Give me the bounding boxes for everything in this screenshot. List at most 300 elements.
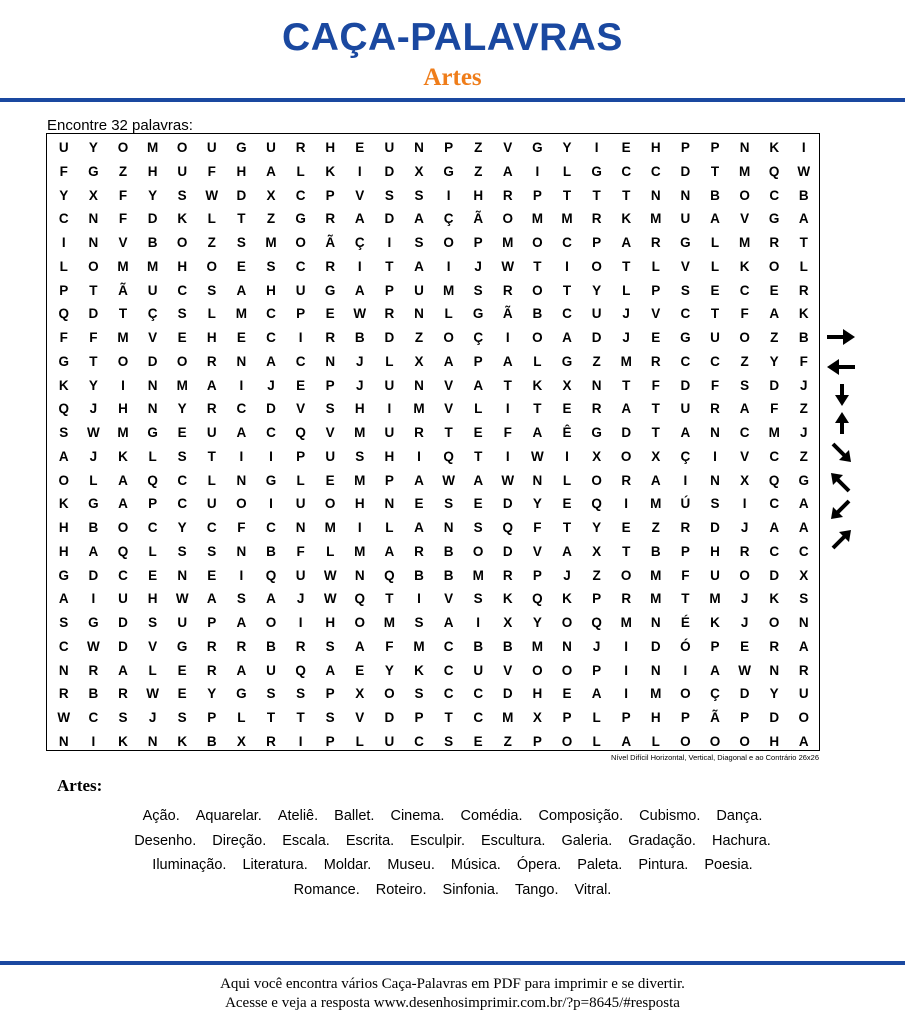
grid-cell[interactable]: W	[738, 662, 751, 678]
grid-cell[interactable]: S	[473, 591, 483, 607]
grid-cell[interactable]: Y	[88, 377, 98, 393]
grid-cell[interactable]: N	[650, 662, 661, 678]
grid-cell[interactable]: X	[414, 353, 424, 369]
grid-cell[interactable]: R	[739, 543, 750, 559]
grid-cell[interactable]: N	[354, 567, 365, 583]
grid-cell[interactable]: I	[239, 448, 244, 464]
grid-cell[interactable]: O	[236, 496, 247, 512]
grid-cell[interactable]: P	[296, 448, 306, 464]
grid-cell[interactable]: F	[770, 401, 779, 417]
grid-cell[interactable]: V	[740, 211, 750, 227]
grid-cell[interactable]: S	[325, 638, 335, 654]
grid-cell[interactable]: B	[88, 686, 99, 702]
grid-cell[interactable]: P	[680, 140, 690, 155]
grid-cell[interactable]: E	[562, 401, 572, 417]
grid-cell[interactable]: Z	[474, 140, 483, 155]
grid-cell[interactable]: R	[591, 211, 602, 227]
grid-cell[interactable]: Z	[474, 163, 483, 179]
grid-cell[interactable]: F	[681, 567, 690, 583]
grid-cell[interactable]: J	[622, 330, 630, 345]
grid-cell[interactable]: F	[503, 425, 512, 440]
grid-cell[interactable]: F	[237, 520, 246, 535]
grid-cell[interactable]: N	[58, 662, 69, 678]
grid-cell[interactable]: F	[118, 211, 128, 227]
grid-cell[interactable]: N	[414, 306, 424, 322]
grid-cell[interactable]: Z	[592, 567, 601, 583]
grid-cell[interactable]: L	[148, 448, 157, 464]
grid-cell[interactable]: S	[444, 733, 454, 749]
grid-cell[interactable]: C	[710, 353, 720, 369]
grid-cell[interactable]: U	[206, 496, 217, 512]
grid-cell[interactable]: G	[798, 472, 810, 488]
grid-cell[interactable]: L	[296, 472, 305, 488]
grid-cell[interactable]: M	[738, 235, 751, 250]
grid-cell[interactable]: L	[207, 211, 216, 227]
grid-cell[interactable]: O	[561, 615, 573, 630]
grid-cell[interactable]: T	[237, 211, 246, 227]
grid-cell[interactable]: I	[624, 496, 629, 512]
grid-cell[interactable]: A	[354, 638, 365, 654]
grid-cell[interactable]: C	[266, 425, 276, 440]
grid-cell[interactable]: K	[621, 211, 632, 227]
grid-cell[interactable]: P	[532, 733, 542, 749]
grid-cell[interactable]: O	[206, 258, 218, 274]
grid-cell[interactable]: V	[444, 591, 454, 607]
grid-cell[interactable]: Y	[592, 282, 602, 298]
grid-cell[interactable]: B	[266, 638, 276, 654]
grid-cell[interactable]: D	[384, 163, 395, 179]
grid-cell[interactable]: C	[177, 496, 188, 512]
grid-cell[interactable]: A	[710, 211, 720, 227]
grid-cell[interactable]: H	[354, 401, 365, 417]
grid-cell[interactable]: H	[177, 258, 188, 274]
grid-cell[interactable]: P	[207, 615, 217, 630]
grid-cell[interactable]: E	[769, 282, 779, 298]
grid-cell[interactable]: J	[592, 638, 601, 654]
grid-cell[interactable]: E	[296, 377, 306, 393]
grid-cell[interactable]: G	[88, 163, 99, 179]
grid-cell[interactable]: N	[88, 211, 99, 227]
grid-cell[interactable]: T	[385, 258, 394, 274]
grid-cell[interactable]: J	[563, 567, 571, 583]
grid-cell[interactable]: M	[413, 401, 425, 417]
grid-cell[interactable]: R	[325, 258, 336, 274]
grid-cell[interactable]: G	[88, 615, 99, 630]
grid-cell[interactable]: L	[710, 258, 720, 274]
grid-cell[interactable]: R	[236, 638, 247, 654]
grid-cell[interactable]: N	[798, 615, 809, 630]
grid-cell[interactable]: S	[384, 187, 394, 203]
grid-cell[interactable]: A	[414, 258, 424, 274]
grid-cell[interactable]: P	[384, 282, 394, 298]
grid-cell[interactable]: I	[505, 330, 510, 345]
grid-cell[interactable]: M	[738, 163, 751, 179]
grid-cell[interactable]: L	[148, 543, 157, 559]
grid-cell[interactable]: P	[384, 472, 394, 488]
grid-cell[interactable]: O	[739, 330, 750, 345]
grid-cell[interactable]: E	[473, 496, 483, 512]
grid-cell[interactable]: S	[207, 543, 217, 559]
grid-cell[interactable]: K	[769, 140, 780, 155]
grid-cell[interactable]: M	[531, 638, 544, 654]
grid-cell[interactable]: E	[621, 520, 631, 535]
grid-cell[interactable]: M	[709, 591, 721, 607]
grid-cell[interactable]: A	[502, 163, 513, 179]
grid-cell[interactable]: E	[562, 686, 572, 702]
grid-cell[interactable]: R	[591, 401, 602, 417]
grid-cell[interactable]: C	[562, 235, 572, 250]
grid-cell[interactable]: P	[592, 591, 602, 607]
grid-cell[interactable]: A	[591, 686, 602, 702]
grid-cell[interactable]: Ú	[680, 496, 691, 512]
grid-cell[interactable]: N	[325, 353, 336, 369]
grid-cell[interactable]: O	[354, 615, 366, 630]
grid-cell[interactable]: O	[591, 258, 602, 274]
grid-cell[interactable]: Q	[58, 306, 70, 322]
grid-cell[interactable]: T	[681, 591, 690, 607]
grid-cell[interactable]: F	[59, 330, 68, 345]
grid-cell[interactable]: T	[622, 543, 631, 559]
grid-cell[interactable]: P	[473, 353, 483, 369]
grid-cell[interactable]: S	[710, 496, 720, 512]
grid-cell[interactable]: J	[740, 591, 749, 607]
grid-cell[interactable]: W	[146, 686, 159, 702]
grid-cell[interactable]: I	[417, 591, 421, 607]
grid-cell[interactable]: S	[177, 710, 187, 725]
grid-cell[interactable]: K	[798, 306, 809, 322]
grid-cell[interactable]: S	[59, 615, 69, 630]
grid-cell[interactable]: V	[444, 401, 454, 417]
grid-cell[interactable]: Ã	[502, 306, 513, 322]
grid-cell[interactable]: R	[295, 140, 306, 155]
grid-cell[interactable]: A	[354, 282, 365, 298]
grid-cell[interactable]: L	[237, 710, 246, 725]
grid-cell[interactable]: S	[177, 543, 187, 559]
grid-cell[interactable]: I	[565, 258, 569, 274]
grid-cell[interactable]: C	[266, 330, 276, 345]
grid-cell[interactable]: P	[325, 686, 335, 702]
grid-cell[interactable]: O	[561, 662, 573, 678]
grid-cell[interactable]: M	[472, 567, 484, 583]
grid-cell[interactable]: M	[117, 425, 129, 440]
grid-cell[interactable]: K	[177, 733, 188, 749]
grid-cell[interactable]: G	[591, 425, 602, 440]
grid-cell[interactable]: M	[354, 472, 366, 488]
grid-cell[interactable]: O	[739, 187, 750, 203]
grid-cell[interactable]: Q	[384, 567, 395, 583]
grid-cell[interactable]: D	[88, 306, 99, 322]
grid-cell[interactable]: E	[710, 282, 720, 298]
grid-cell[interactable]: O	[324, 496, 336, 512]
grid-cell[interactable]: H	[147, 163, 158, 179]
grid-cell[interactable]: S	[296, 686, 306, 702]
grid-cell[interactable]: A	[710, 662, 720, 678]
grid-cell[interactable]: U	[384, 140, 395, 155]
grid-cell[interactable]: U	[798, 686, 809, 702]
grid-cell[interactable]: Y	[592, 520, 602, 535]
grid-cell[interactable]: C	[443, 686, 454, 702]
grid-cell[interactable]: E	[355, 140, 365, 155]
grid-cell[interactable]: I	[742, 496, 747, 512]
grid-cell[interactable]: H	[325, 615, 336, 630]
grid-cell[interactable]: A	[236, 425, 247, 440]
grid-cell[interactable]: S	[177, 187, 187, 203]
grid-cell[interactable]: M	[413, 638, 425, 654]
grid-cell[interactable]: T	[799, 235, 808, 250]
grid-cell[interactable]: I	[239, 567, 244, 583]
grid-cell[interactable]: N	[769, 662, 780, 678]
grid-cell[interactable]: K	[118, 448, 128, 464]
grid-cell[interactable]: T	[385, 591, 394, 607]
grid-cell[interactable]: U	[680, 211, 691, 227]
grid-cell[interactable]: U	[147, 282, 158, 298]
grid-cell[interactable]: M	[768, 425, 780, 440]
grid-cell[interactable]: Ç	[443, 211, 454, 227]
grid-cell[interactable]: O	[443, 235, 454, 250]
grid-cell[interactable]: X	[592, 448, 602, 464]
grid-cell[interactable]: W	[501, 472, 515, 488]
grid-cell[interactable]: P	[532, 187, 542, 203]
grid-cell[interactable]: R	[206, 662, 217, 678]
grid-cell[interactable]: L	[59, 258, 68, 274]
grid-cell[interactable]: S	[177, 306, 187, 322]
grid-cell[interactable]: W	[797, 163, 811, 179]
grid-cell[interactable]: R	[414, 425, 424, 440]
grid-cell[interactable]: S	[473, 520, 483, 535]
grid-cell[interactable]: D	[147, 211, 158, 227]
grid-cell[interactable]: N	[680, 187, 691, 203]
grid-cell[interactable]: D	[650, 638, 661, 654]
grid-cell[interactable]: O	[620, 567, 632, 583]
grid-cell[interactable]: D	[502, 543, 513, 559]
grid-cell[interactable]: H	[118, 401, 128, 417]
grid-cell[interactable]: L	[355, 733, 364, 749]
grid-cell[interactable]: S	[266, 686, 276, 702]
grid-cell[interactable]: P	[710, 140, 720, 155]
grid-cell[interactable]: C	[650, 163, 661, 179]
grid-cell[interactable]: A	[206, 377, 217, 393]
grid-cell[interactable]: A	[798, 733, 809, 749]
grid-cell[interactable]: D	[739, 686, 750, 702]
grid-cell[interactable]: A	[769, 520, 780, 535]
grid-cell[interactable]: A	[384, 543, 395, 559]
grid-cell[interactable]: C	[88, 710, 99, 725]
grid-cell[interactable]: C	[680, 353, 691, 369]
grid-cell[interactable]: D	[384, 330, 395, 345]
grid-cell[interactable]: E	[207, 567, 217, 583]
grid-cell[interactable]: U	[680, 401, 691, 417]
grid-cell[interactable]: R	[502, 187, 513, 203]
grid-cell[interactable]: Q	[591, 615, 602, 630]
grid-cell[interactable]: T	[651, 425, 660, 440]
grid-cell[interactable]: K	[739, 258, 750, 274]
grid-cell[interactable]: Z	[118, 163, 128, 179]
grid-cell[interactable]: A	[443, 353, 454, 369]
grid-cell[interactable]: A	[266, 353, 276, 369]
grid-cell[interactable]: A	[473, 472, 484, 488]
grid-cell[interactable]: U	[295, 496, 306, 512]
grid-cell[interactable]: S	[59, 425, 69, 440]
grid-cell[interactable]: I	[417, 448, 421, 464]
grid-cell[interactable]: D	[384, 211, 395, 227]
grid-cell[interactable]: O	[739, 733, 750, 749]
grid-cell[interactable]: L	[562, 472, 572, 488]
grid-cell[interactable]: Ç	[680, 448, 691, 464]
grid-cell[interactable]: A	[621, 733, 632, 749]
grid-cell[interactable]: S	[236, 591, 246, 607]
grid-cell[interactable]: D	[769, 567, 780, 583]
grid-cell[interactable]: Q	[354, 591, 366, 607]
grid-cell[interactable]: I	[476, 615, 481, 630]
grid-cell[interactable]: V	[296, 401, 306, 417]
grid-cell[interactable]: W	[57, 710, 71, 725]
grid-cell[interactable]: D	[769, 710, 780, 725]
grid-cell[interactable]: Q	[532, 591, 543, 607]
grid-cell[interactable]: R	[266, 733, 276, 749]
grid-cell[interactable]: L	[562, 163, 572, 179]
grid-cell[interactable]: T	[710, 163, 720, 179]
grid-cell[interactable]: N	[236, 353, 247, 369]
grid-cell[interactable]: B	[443, 543, 454, 559]
grid-cell[interactable]: G	[680, 235, 691, 250]
grid-cell[interactable]: O	[58, 472, 70, 488]
grid-cell[interactable]: I	[446, 258, 451, 274]
grid-cell[interactable]: B	[532, 306, 543, 322]
grid-cell[interactable]: N	[147, 733, 158, 749]
grid-cell[interactable]: Q	[443, 448, 454, 464]
grid-cell[interactable]: F	[296, 543, 305, 559]
grid-cell[interactable]: N	[710, 472, 720, 488]
grid-cell[interactable]: K	[769, 591, 780, 607]
grid-cell[interactable]: Y	[207, 686, 217, 702]
grid-cell[interactable]: J	[267, 377, 275, 393]
grid-cell[interactable]: F	[799, 353, 808, 369]
grid-cell[interactable]: T	[622, 187, 631, 203]
grid-cell[interactable]: V	[355, 187, 365, 203]
grid-cell[interactable]: O	[265, 615, 277, 630]
grid-cell[interactable]: Z	[503, 733, 512, 749]
grid-cell[interactable]: A	[680, 425, 691, 440]
grid-cell[interactable]: X	[355, 686, 365, 702]
grid-cell[interactable]: R	[621, 472, 632, 488]
grid-cell[interactable]: L	[207, 306, 216, 322]
grid-cell[interactable]: T	[207, 448, 216, 464]
grid-cell[interactable]: A	[414, 520, 424, 535]
grid-cell[interactable]: C	[798, 543, 809, 559]
grid-cell[interactable]: I	[624, 638, 629, 654]
grid-cell[interactable]: P	[296, 306, 306, 322]
grid-cell[interactable]: M	[650, 591, 662, 607]
grid-cell[interactable]: T	[503, 377, 512, 393]
grid-cell[interactable]: U	[473, 662, 484, 678]
grid-cell[interactable]: A	[354, 211, 365, 227]
grid-cell[interactable]: M	[354, 425, 366, 440]
grid-cell[interactable]: N	[414, 140, 424, 155]
grid-cell[interactable]: C	[236, 401, 247, 417]
grid-cell[interactable]: U	[414, 282, 424, 298]
grid-cell[interactable]: A	[266, 591, 276, 607]
grid-cell[interactable]: H	[473, 187, 484, 203]
grid-cell[interactable]: A	[532, 425, 543, 440]
grid-cell[interactable]: V	[355, 710, 365, 725]
grid-cell[interactable]: A	[798, 211, 809, 227]
grid-cell[interactable]: T	[266, 710, 276, 725]
grid-cell[interactable]: T	[622, 377, 631, 393]
grid-cell[interactable]: S	[473, 282, 483, 298]
grid-cell[interactable]: P	[473, 235, 483, 250]
grid-cell[interactable]: C	[58, 638, 69, 654]
grid-cell[interactable]: P	[740, 710, 750, 725]
grid-cell[interactable]: E	[236, 330, 246, 345]
grid-cell[interactable]: L	[622, 282, 631, 298]
grid-cell[interactable]: W	[501, 258, 515, 274]
grid-cell[interactable]: M	[146, 140, 159, 155]
grid-cell[interactable]: U	[384, 377, 395, 393]
grid-cell[interactable]: P	[59, 282, 69, 298]
grid-cell[interactable]: Ó	[680, 638, 691, 654]
grid-cell[interactable]: A	[621, 401, 632, 417]
grid-cell[interactable]: T	[562, 282, 572, 298]
grid-cell[interactable]: O	[532, 282, 543, 298]
grid-cell[interactable]: Z	[592, 353, 601, 369]
grid-cell[interactable]: X	[266, 187, 276, 203]
grid-cell[interactable]: N	[739, 140, 750, 155]
grid-cell[interactable]: E	[148, 567, 158, 583]
grid-cell[interactable]: P	[562, 710, 572, 725]
grid-cell[interactable]: P	[680, 710, 690, 725]
grid-cell[interactable]: I	[387, 401, 392, 417]
grid-cell[interactable]: N	[443, 520, 454, 535]
grid-cell[interactable]: G	[532, 140, 543, 155]
grid-cell[interactable]: R	[769, 235, 780, 250]
grid-cell[interactable]: S	[414, 686, 424, 702]
grid-cell[interactable]: Ê	[562, 425, 572, 440]
grid-cell[interactable]: P	[592, 662, 602, 678]
grid-cell[interactable]: Q	[265, 567, 277, 583]
grid-cell[interactable]: N	[591, 377, 602, 393]
grid-cell[interactable]: J	[622, 306, 630, 322]
grid-cell[interactable]: X	[592, 543, 602, 559]
grid-cell[interactable]: F	[207, 163, 216, 179]
grid-cell[interactable]: R	[502, 282, 513, 298]
grid-cell[interactable]: G	[768, 211, 780, 227]
grid-cell[interactable]: R	[680, 520, 691, 535]
grid-cell[interactable]: I	[801, 140, 806, 155]
grid-cell[interactable]: J	[800, 425, 808, 440]
grid-cell[interactable]: G	[680, 330, 691, 345]
grid-cell[interactable]: C	[769, 543, 780, 559]
grid-cell[interactable]: J	[474, 258, 482, 274]
grid-cell[interactable]: M	[442, 282, 455, 298]
grid-cell[interactable]: U	[295, 567, 306, 583]
grid-cell[interactable]: L	[326, 543, 335, 559]
grid-cell[interactable]: N	[88, 235, 99, 250]
grid-cell[interactable]: Ã	[118, 282, 128, 298]
grid-cell[interactable]: A	[443, 615, 454, 630]
grid-cell[interactable]: G	[58, 353, 70, 369]
grid-cell[interactable]: A	[88, 543, 99, 559]
grid-cell[interactable]: I	[357, 258, 362, 274]
grid-cell[interactable]: W	[175, 591, 189, 607]
grid-cell[interactable]: O	[561, 733, 573, 749]
grid-cell[interactable]: X	[532, 710, 542, 725]
grid-cell[interactable]: Y	[532, 496, 542, 512]
grid-cell[interactable]: H	[650, 140, 661, 155]
grid-cell[interactable]: D	[680, 377, 691, 393]
grid-cell[interactable]: A	[206, 591, 217, 607]
grid-cell[interactable]: E	[355, 662, 365, 678]
grid-cell[interactable]: I	[357, 520, 362, 535]
